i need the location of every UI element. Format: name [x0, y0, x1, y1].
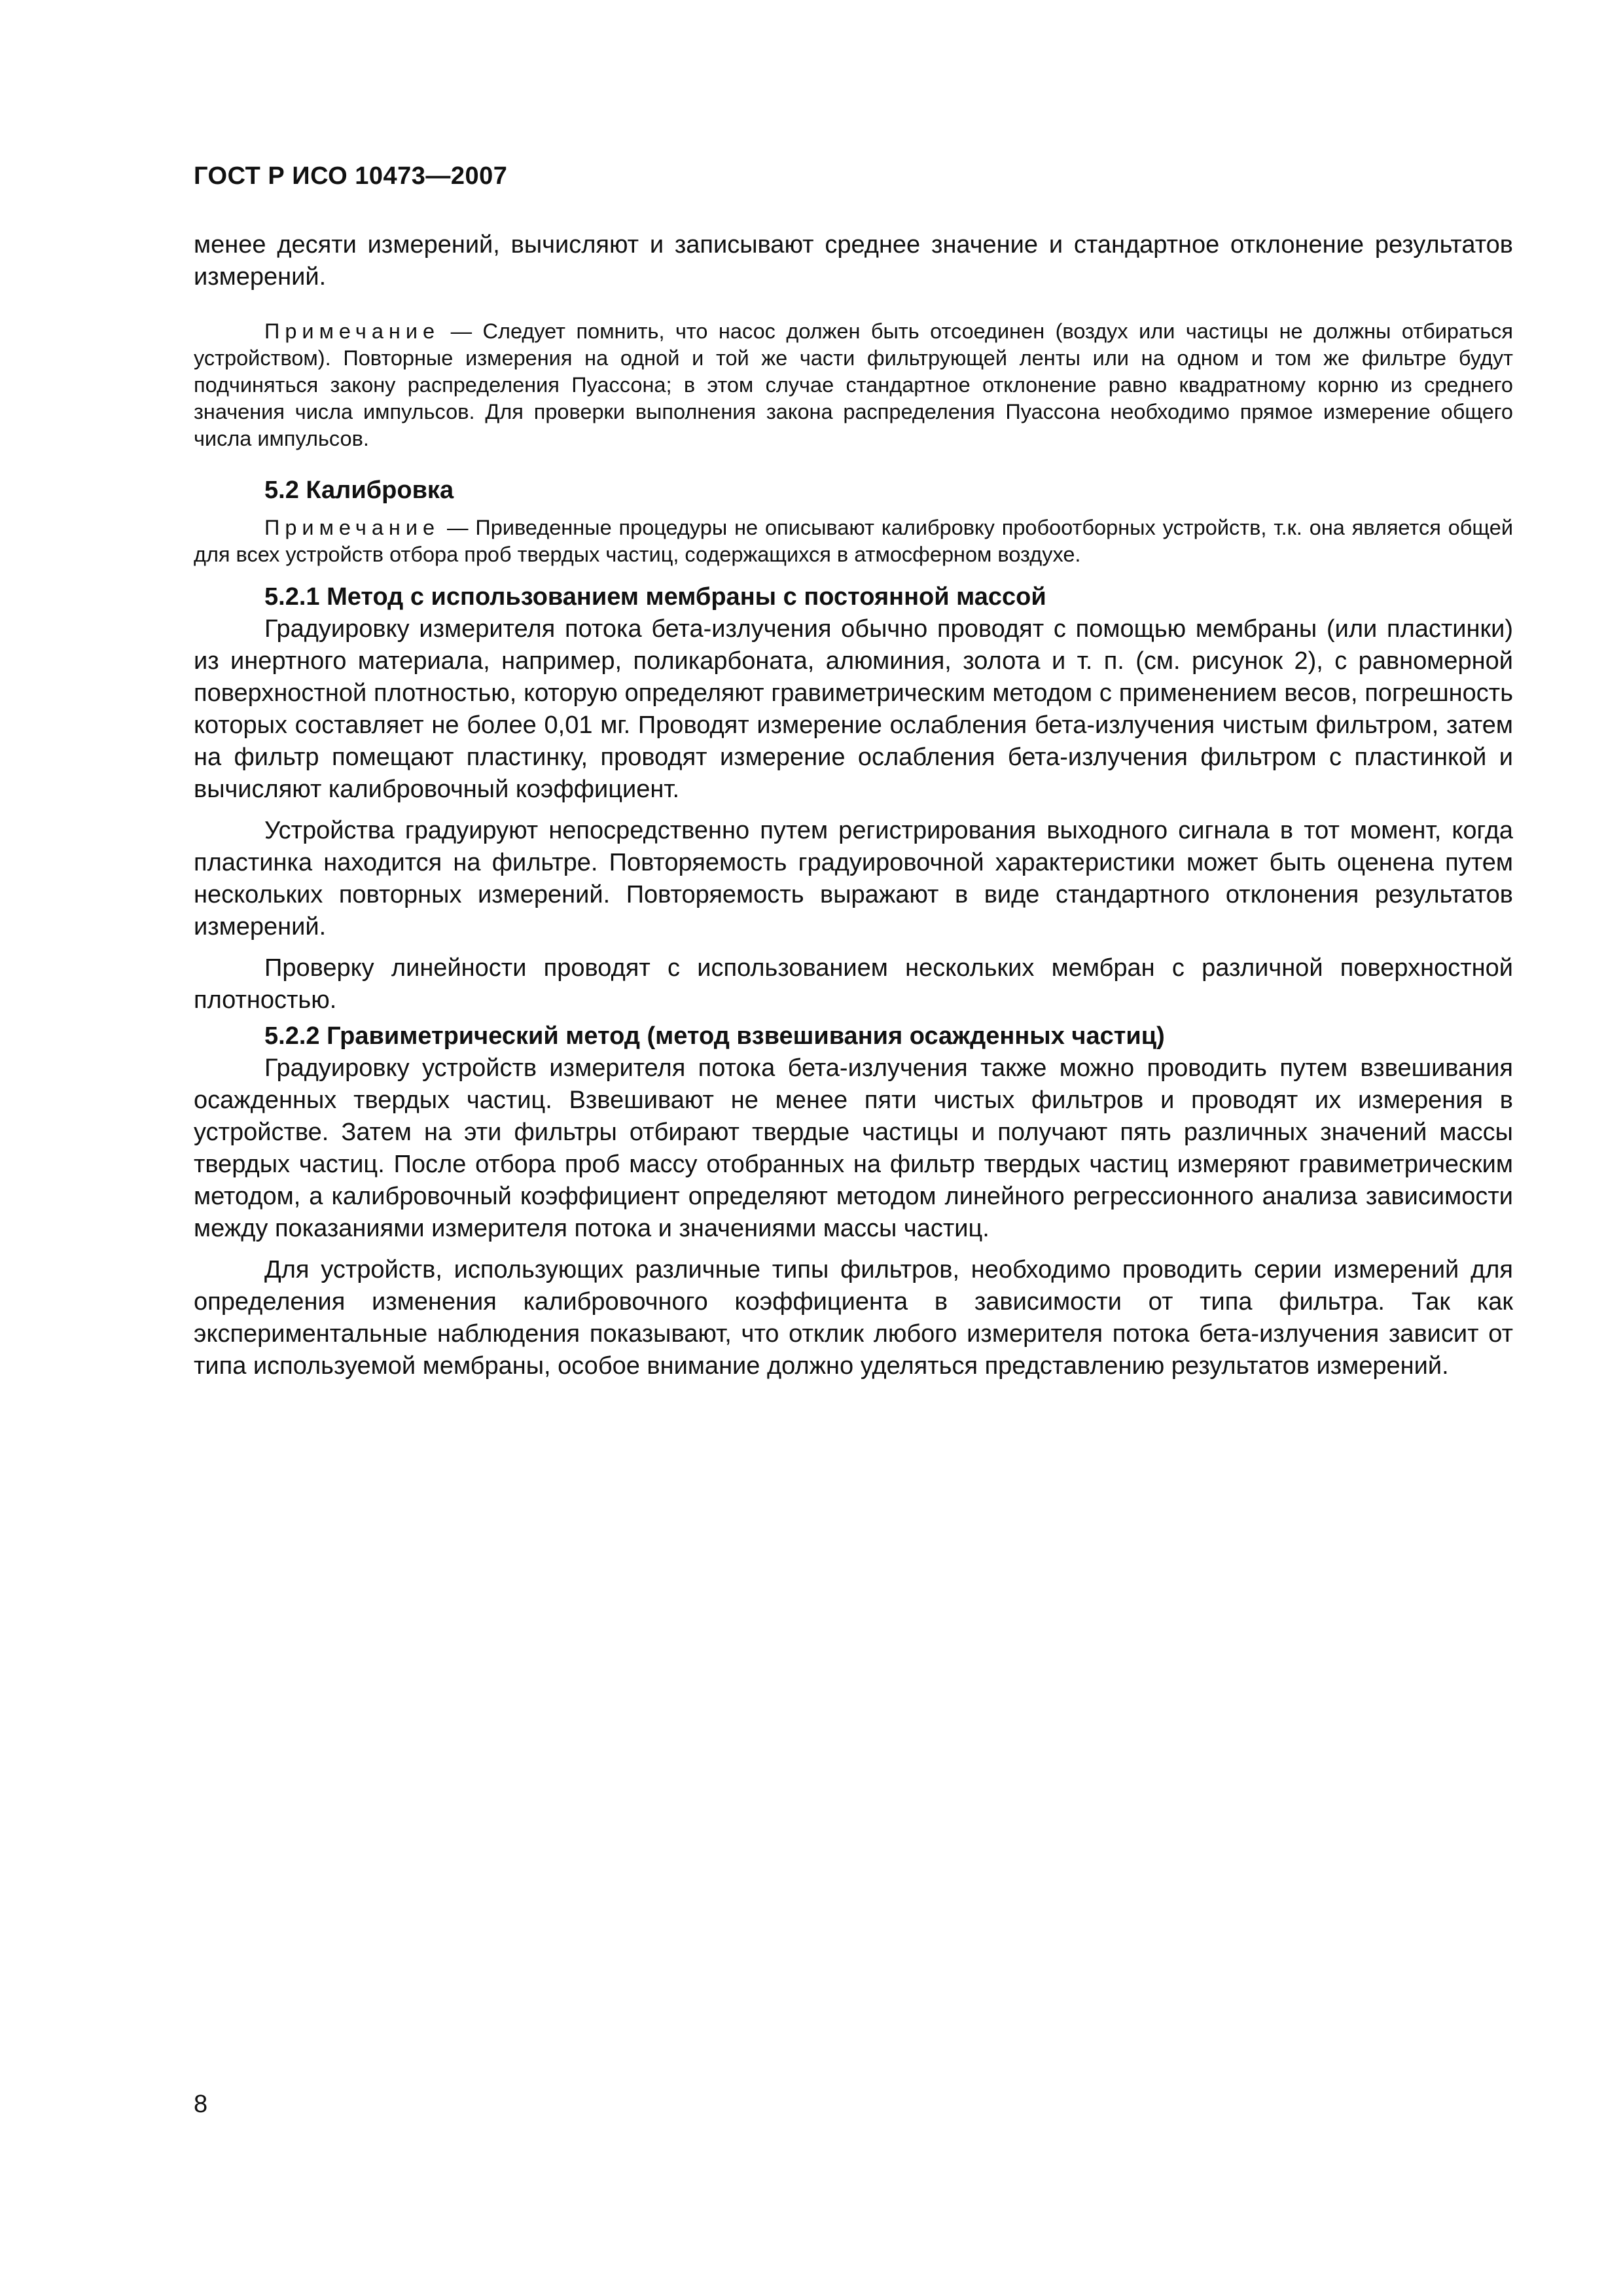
- section-5-2-2-heading: 5.2.2 Гравиметрический метод (метод взвешивания осажденных частиц): [264, 1022, 1165, 1050]
- section-5-2-1-paragraph-2: Устройства градуируют непосредственно путем регистрирования выходного сигнала в тот момент, когда пластинка находится на фильтре. Повторяемость градуировочной характеристики может быть оценена путем нескольких повторных измерений. Повторяемость выражают в виде стандартного отклонения результатов измерений.: [194, 817, 1513, 941]
- note-1-label: Примечание: [264, 319, 440, 343]
- document-body: [194, 229, 1513, 1382]
- note-1: [194, 318, 1513, 452]
- note-2-label: Примечание: [264, 516, 440, 539]
- section-5-2-1-heading: 5.2.1 Метод с использованием мембраны с постоянной массой: [264, 583, 1046, 611]
- section-5-2-2-paragraph-2: Для устройств, использующих различные типы фильтров, необходимо проводить серии измерений для определения изменения калибровочного коэффициента в зависимости от типа фильтра. Так как экспериментальные наблюдения показывают, что отклик любого измерителя потока бета-излучения зависит от типа используемой мембраны, особое внимание должно уделяться представлению результатов измерений.: [194, 1256, 1513, 1380]
- section-5-2-2-paragraph-1: Градуировку устройств измерителя потока бета-излучения также можно проводить путем взвешивания осажденных твердых частиц. Взвешивают не менее пяти чистых фильтров и проводят их измерения в устройстве. Затем на эти фильтры отбирают твердые частицы и получают пять различных значений массы твердых частиц. После отбора проб массу отобранных на фильтр твердых частиц измеряют гравиметрическим методом, а калибровочный коэффициент определяют методом линейного регрессионного анализа зависимости между показаниями измерителя потока и значениями массы частиц.: [194, 1054, 1513, 1242]
- page-number: 8: [194, 2090, 208, 2118]
- note-2-text: — Приведенные процедуры не описывают калибровку пробоотборных устройств, т.к. она является общей для всех устройств отбора проб твердых частиц, содержащихся в атмосферном воздухе.: [194, 516, 1513, 566]
- section-5-2-heading: 5.2 Калибровка: [264, 476, 454, 504]
- section-5-2-1-paragraph-1: Градуировку измерителя потока бета-излучения обычно проводят с помощью мембраны (или пластинки) из инертного материала, например, поликарбоната, алюминия, золота и т. п. (см. рисунок 2), с равномерной поверхностной плотностью, которую определяют гравиметрическим методом с применением весов, погрешность которых составляет не более 0,01 мг. Проводят измерение ослабления бета-излучения чистым фильтром, затем на фильтр помещают пластинку, проводят измерение ослабления бета-излучения фильтром с пластинкой и вычисляют калибровочный коэффициент.: [194, 615, 1513, 803]
- note-1-text: — Следует помнить, что насос должен быть отсоединен (воздух или частицы не должны отбираться устройством). Повторные измерения на одной и той же части фильтрующей ленты или на одном и том же фильтре будут подчиняться закону распределения Пуассона; в этом случае стандартное отклонение равно квадратному корню из среднего значения числа импульсов. Для проверки выполнения закона распределения Пуассона необходимо прямое измерение общего числа импульсов.: [194, 319, 1513, 450]
- document-page: [194, 0, 1513, 2296]
- document-header-title: ГОСТ Р ИСО 10473—2007: [194, 162, 508, 190]
- note-2: [194, 514, 1513, 568]
- section-5-2-1-paragraph-3: Проверку линейности проводят с использованием нескольких мембран с различной поверхностной плотностью.: [194, 954, 1513, 1014]
- intro-paragraph: менее десяти измерений, вычисляют и записывают среднее значение и стандартное отклонение результатов измерений.: [194, 231, 1513, 291]
